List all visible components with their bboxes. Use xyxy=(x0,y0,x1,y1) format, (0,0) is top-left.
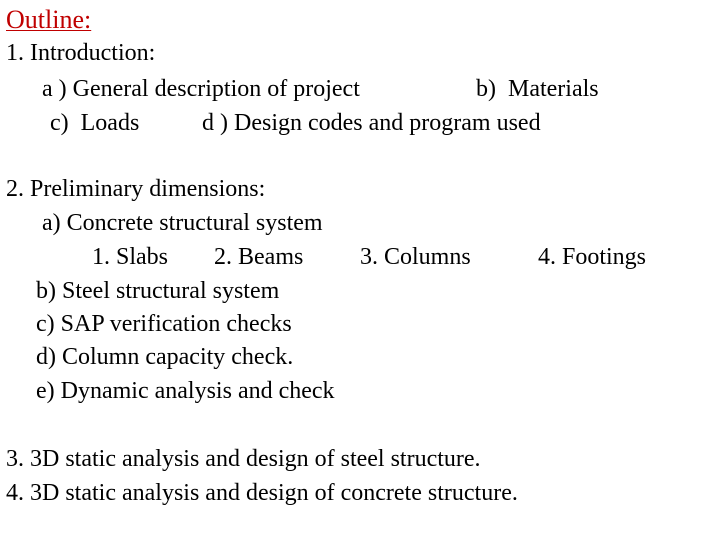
section-2-heading: 2. Preliminary dimensions: xyxy=(6,176,266,202)
section-2-sub-1: 1. Slabs xyxy=(92,244,169,270)
section-1-item-d: d ) Design codes and program used xyxy=(202,110,541,136)
section-2-item-c: c) SAP verification checks xyxy=(36,311,292,337)
section-1-item-a: a ) General description of project xyxy=(42,76,360,102)
section-2-sub-2: 2. Beams xyxy=(214,244,304,270)
section-2-sub-3: 3. Columns xyxy=(360,244,471,270)
section-1-heading: 1. Introduction: xyxy=(6,40,156,66)
section-2-item-e: e) Dynamic analysis and check xyxy=(36,378,335,404)
section-2-item-a: a) Concrete structural system xyxy=(42,210,323,236)
section-2-item-d: d) Column capacity check. xyxy=(36,344,294,370)
section-1-item-b: b) Materials xyxy=(476,76,599,102)
slide-title: Outline: xyxy=(6,5,92,34)
section-2-item-b: b) Steel structural system xyxy=(36,278,280,304)
section-4: 4. 3D static analysis and design of concrete structure. xyxy=(6,480,518,506)
section-3: 3. 3D static analysis and design of steel structure. xyxy=(6,446,481,472)
section-2-sub-4: 4. Footings xyxy=(538,244,647,270)
section-1-item-c: c) Loads xyxy=(50,110,140,136)
